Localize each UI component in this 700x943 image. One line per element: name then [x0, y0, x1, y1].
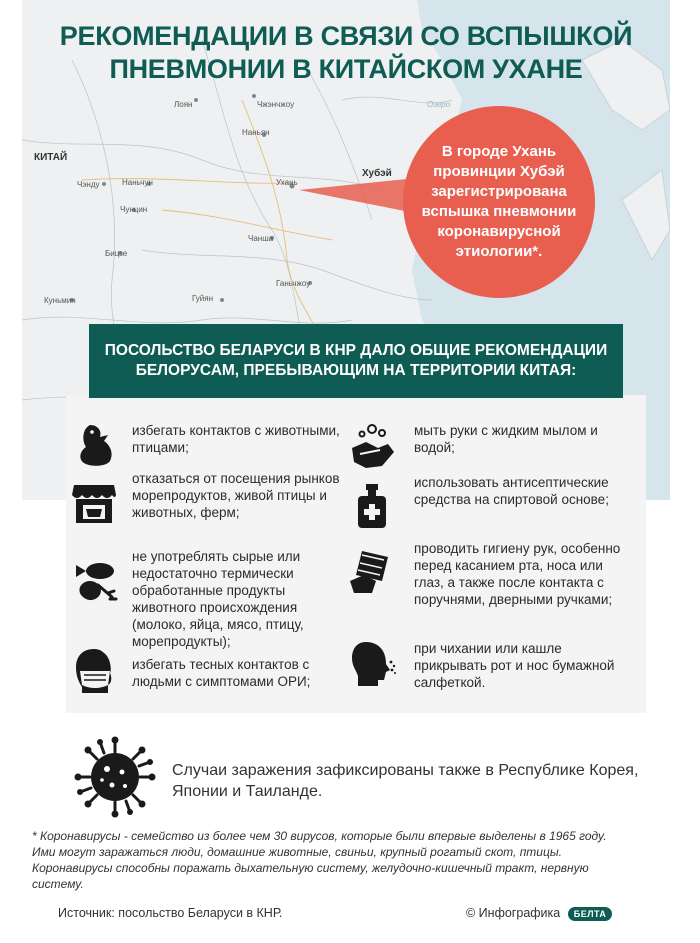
embassy-banner-text: ПОСОЛЬСТВО БЕЛАРУСИ В КНР ДАЛО ОБЩИЕ РЕКОМЕНДАЦИИ БЕЛОРУСАМ, ПРЕБЫВАЮЩИМ НА ТЕРРИТОРИИ КИТАЯ:	[104, 342, 608, 379]
rec-left-2: отказаться от посещения рынков морепродуктов, живой птицы и животных, ферм;	[132, 471, 340, 520]
rec-right-1: мыть руки с жидким мылом и водой;	[414, 423, 598, 455]
source-line: Источник: посольство Беларуси в КНР.	[58, 906, 283, 920]
rec-right-3: проводить гигиену рук, особенно перед касанием рта, носа или глаз, а также после контакта с поручнями, дверными ручками;	[414, 541, 621, 607]
wuhan-callout-text: В городе Ухань провинции Хубэй зарегистрирована вспышка пневмонии коронавирусной этиологии*.	[421, 143, 577, 260]
map-label-luoyang: Лоян	[174, 100, 193, 109]
belta-logo: БЕЛТА	[568, 907, 613, 921]
map-label-changsha: Чанша	[248, 234, 274, 243]
map-label-nanchong: Наньчун	[122, 178, 153, 187]
map-label-wuhan: Ухань	[276, 178, 298, 187]
antiseptic-bottle-icon	[348, 482, 396, 530]
map-label-kunming: Куньмин	[44, 296, 76, 305]
map-label-country: КИТАЙ	[34, 152, 68, 163]
face-mask-icon	[70, 647, 118, 695]
map-label-zhengzhou: Чжэнчжоу	[257, 100, 295, 109]
rec-right-4: при чихании или кашле прикрывать рот и нос бумажной салфеткой.	[414, 641, 615, 690]
duck-icon	[70, 421, 118, 469]
map-label-ganzhou: Ганьчжоу	[276, 279, 311, 288]
map-label-chengdu: Чэнду	[77, 180, 100, 189]
map-label-guiyang: Гуйян	[192, 294, 214, 303]
rec-right-2: использовать антисептические средства на спиртовой основе;	[414, 475, 609, 507]
infographic-poster	[22, 0, 670, 943]
credit-text: © Инфографика	[466, 906, 561, 920]
market-stall-icon	[70, 477, 118, 525]
hand-washing-icon	[348, 422, 396, 470]
footnote: * Коронавирусы - семейство из более чем 30 вирусов, которые были впервые выделены в 1965 году. Ими могут заражаться люди, домашние животные, свиньи, крупный рогатый скот, птицы. Коронавирусы способны поражать дыхательную систему, желудочно-кишечный тракт, нервную систему.	[32, 829, 607, 891]
page-title-line-2: ПНЕВМОНИИ В КИТАЙСКОМ УХАНЕ	[109, 54, 583, 84]
rec-left-3: не употреблять сырые или недостаточно термически обработанные продукты животного происхождения (молоко, яйца, мясо, птицу, морепродукты);	[132, 549, 304, 649]
rec-left-1: избегать контактов с животными, птицами;	[132, 423, 340, 455]
raw-food-icon	[70, 557, 118, 605]
rec-left-4: избегать тесных контактов с людьми с симптомами ОРИ;	[132, 657, 311, 689]
map-label-bijie: Бицзе	[105, 249, 128, 258]
map-label-hubei: Хубэй	[362, 168, 392, 179]
coronavirus-icon	[74, 736, 156, 818]
map-label-chongqing: Чунцин	[120, 205, 148, 214]
embassy-banner	[89, 324, 623, 398]
wuhan-callout-bubble	[403, 106, 595, 298]
credit-line	[466, 906, 612, 921]
page-title-line-1: РЕКОМЕНДАЦИИ В СВЯЗИ СО ВСПЫШКОЙ	[59, 21, 633, 51]
map-label-nanyang: Наньян	[242, 128, 270, 137]
hand-wipe-icon	[348, 547, 396, 595]
cases-statement: Случаи заражения зафиксированы также в Республике Корея, Японии и Таиланде.	[172, 762, 639, 800]
sneeze-icon	[348, 640, 396, 688]
map-label-lake: Озеро	[427, 100, 451, 109]
title-block	[32, 20, 660, 86]
